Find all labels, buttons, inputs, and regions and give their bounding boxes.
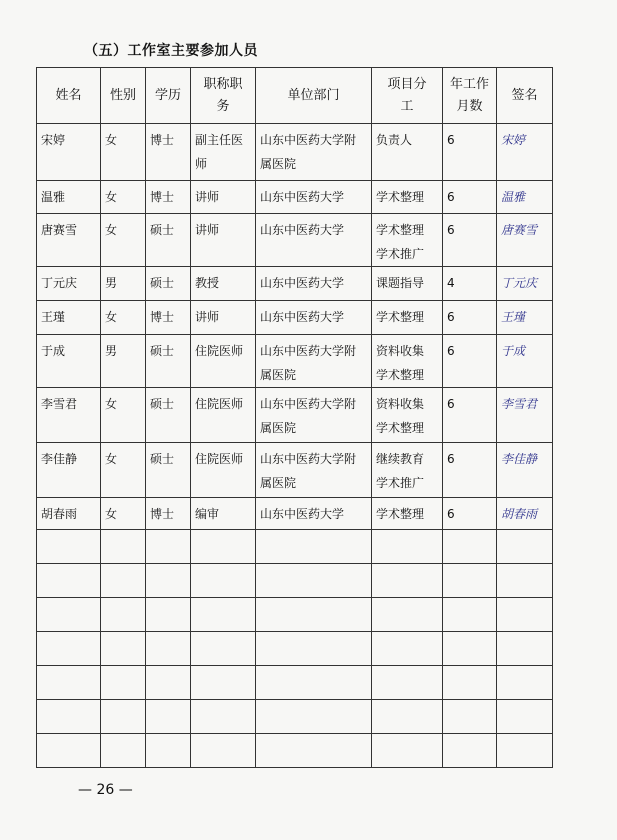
empty-cell: [37, 598, 101, 632]
header-name: 姓名: [37, 68, 101, 124]
empty-cell: [497, 530, 553, 564]
cell-gender: 女: [101, 498, 146, 530]
empty-cell: [146, 734, 191, 768]
empty-cell: [497, 564, 553, 598]
empty-cell: [443, 666, 497, 700]
cell-title: 住院医师: [191, 443, 256, 498]
empty-cell: [37, 700, 101, 734]
empty-cell: [101, 598, 146, 632]
cell-name: 李佳静: [37, 443, 101, 498]
cell-signature: 王瑾: [497, 301, 553, 335]
empty-cell: [101, 700, 146, 734]
cell-role: 课题指导: [372, 267, 443, 301]
cell-title: 教授: [191, 267, 256, 301]
cell-role: 学术整理: [372, 498, 443, 530]
header-gender: 性别: [101, 68, 146, 124]
empty-cell: [37, 734, 101, 768]
header-degree: 学历: [146, 68, 191, 124]
cell-signature: 李佳静: [497, 443, 553, 498]
cell-role: 负责人: [372, 124, 443, 181]
empty-row: [37, 700, 553, 734]
cell-unit: 山东中医药大学: [256, 267, 372, 301]
cell-title: 讲师: [191, 181, 256, 214]
empty-cell: [497, 598, 553, 632]
cell-months: 6: [443, 498, 497, 530]
empty-cell: [37, 564, 101, 598]
cell-months: 6: [443, 181, 497, 214]
empty-cell: [372, 632, 443, 666]
empty-cell: [256, 666, 372, 700]
header-role: 项目分工: [372, 68, 443, 124]
cell-name: 温雅: [37, 181, 101, 214]
table-row: [37, 214, 553, 267]
header-unit: 单位部门: [256, 68, 372, 124]
page-number: — 26 —: [78, 782, 133, 798]
header-months: 年工作月数: [443, 68, 497, 124]
cell-unit: 山东中医药大学: [256, 498, 372, 530]
empty-cell: [191, 632, 256, 666]
cell-degree: 硕士: [146, 267, 191, 301]
cell-signature: 于成: [497, 335, 553, 388]
table-header-row: [37, 68, 553, 124]
cell-months: 6: [443, 124, 497, 181]
empty-cell: [443, 734, 497, 768]
empty-cell: [146, 598, 191, 632]
empty-cell: [146, 632, 191, 666]
cell-gender: 男: [101, 335, 146, 388]
empty-cell: [256, 632, 372, 666]
empty-cell: [256, 734, 372, 768]
empty-cell: [256, 564, 372, 598]
table-row: [37, 335, 553, 388]
empty-row: [37, 734, 553, 768]
table-row: [37, 267, 553, 301]
cell-unit: 山东中医药大学: [256, 214, 372, 267]
cell-title: 住院医师: [191, 335, 256, 388]
cell-unit: 山东中医药大学附属医院: [256, 335, 372, 388]
empty-cell: [372, 700, 443, 734]
empty-cell: [101, 564, 146, 598]
cell-unit: 山东中医药大学: [256, 181, 372, 214]
cell-months: 6: [443, 335, 497, 388]
cell-title: 编审: [191, 498, 256, 530]
cell-title: 住院医师: [191, 388, 256, 443]
cell-gender: 男: [101, 267, 146, 301]
table-row: [37, 181, 553, 214]
cell-role: 资料收集 学术整理: [372, 335, 443, 388]
cell-gender: 女: [101, 124, 146, 181]
cell-degree: 博士: [146, 301, 191, 335]
header-signature: 签名: [497, 68, 553, 124]
empty-cell: [372, 734, 443, 768]
empty-cell: [37, 530, 101, 564]
cell-months: 6: [443, 443, 497, 498]
cell-role: 继续教育 学术推广: [372, 443, 443, 498]
table-row: [37, 124, 553, 181]
empty-cell: [191, 734, 256, 768]
cell-months: 4: [443, 267, 497, 301]
cell-title: 副主任医师: [191, 124, 256, 181]
empty-cell: [191, 598, 256, 632]
empty-cell: [191, 700, 256, 734]
cell-months: 6: [443, 301, 497, 335]
cell-role: 学术整理: [372, 181, 443, 214]
cell-signature: 宋婷: [497, 124, 553, 181]
empty-row: [37, 666, 553, 700]
empty-row: [37, 530, 553, 564]
cell-gender: 女: [101, 181, 146, 214]
personnel-table: [36, 67, 553, 768]
cell-signature: 丁元庆: [497, 267, 553, 301]
header-title: 职称职务: [191, 68, 256, 124]
cell-signature: 唐赛雪: [497, 214, 553, 267]
cell-degree: 博士: [146, 498, 191, 530]
cell-signature: 温雅: [497, 181, 553, 214]
cell-degree: 博士: [146, 181, 191, 214]
table-row: [37, 301, 553, 335]
cell-unit: 山东中医药大学附属医院: [256, 443, 372, 498]
empty-cell: [443, 598, 497, 632]
cell-role: 学术整理 学术推广: [372, 214, 443, 267]
cell-degree: 硕士: [146, 214, 191, 267]
empty-cell: [372, 564, 443, 598]
empty-cell: [37, 632, 101, 666]
empty-cell: [256, 700, 372, 734]
cell-role: 资料收集 学术整理: [372, 388, 443, 443]
cell-degree: 博士: [146, 124, 191, 181]
empty-cell: [372, 598, 443, 632]
empty-cell: [443, 530, 497, 564]
empty-cell: [146, 700, 191, 734]
table-row: [37, 498, 553, 530]
empty-cell: [497, 700, 553, 734]
cell-unit: 山东中医药大学: [256, 301, 372, 335]
cell-name: 唐赛雪: [37, 214, 101, 267]
empty-row: [37, 564, 553, 598]
empty-cell: [146, 564, 191, 598]
cell-name: 于成: [37, 335, 101, 388]
cell-gender: 女: [101, 301, 146, 335]
empty-cell: [443, 700, 497, 734]
cell-signature: 胡春雨: [497, 498, 553, 530]
empty-cell: [443, 632, 497, 666]
cell-name: 宋婷: [37, 124, 101, 181]
empty-cell: [497, 666, 553, 700]
empty-cell: [256, 530, 372, 564]
empty-cell: [191, 666, 256, 700]
empty-cell: [101, 530, 146, 564]
empty-cell: [497, 632, 553, 666]
cell-title: 讲师: [191, 301, 256, 335]
cell-name: 王瑾: [37, 301, 101, 335]
cell-name: 丁元庆: [37, 267, 101, 301]
cell-name: 李雪君: [37, 388, 101, 443]
empty-cell: [146, 530, 191, 564]
section-heading: （五）工作室主要参加人员: [84, 43, 258, 59]
empty-row: [37, 598, 553, 632]
empty-cell: [256, 598, 372, 632]
empty-cell: [101, 632, 146, 666]
cell-name: 胡春雨: [37, 498, 101, 530]
empty-cell: [372, 666, 443, 700]
empty-cell: [37, 666, 101, 700]
cell-degree: 硕士: [146, 443, 191, 498]
empty-cell: [191, 564, 256, 598]
cell-gender: 女: [101, 443, 146, 498]
cell-unit: 山东中医药大学附属医院: [256, 124, 372, 181]
cell-gender: 女: [101, 214, 146, 267]
empty-cell: [191, 530, 256, 564]
empty-cell: [101, 666, 146, 700]
cell-signature: 李雪君: [497, 388, 553, 443]
cell-months: 6: [443, 214, 497, 267]
empty-cell: [372, 530, 443, 564]
cell-degree: 硕士: [146, 388, 191, 443]
cell-title: 讲师: [191, 214, 256, 267]
cell-months: 6: [443, 388, 497, 443]
cell-unit: 山东中医药大学附属医院: [256, 388, 372, 443]
cell-role: 学术整理: [372, 301, 443, 335]
empty-cell: [497, 734, 553, 768]
empty-cell: [146, 666, 191, 700]
table-row: [37, 443, 553, 498]
empty-cell: [101, 734, 146, 768]
cell-gender: 女: [101, 388, 146, 443]
empty-row: [37, 632, 553, 666]
cell-degree: 硕士: [146, 335, 191, 388]
table-row: [37, 388, 553, 443]
empty-cell: [443, 564, 497, 598]
